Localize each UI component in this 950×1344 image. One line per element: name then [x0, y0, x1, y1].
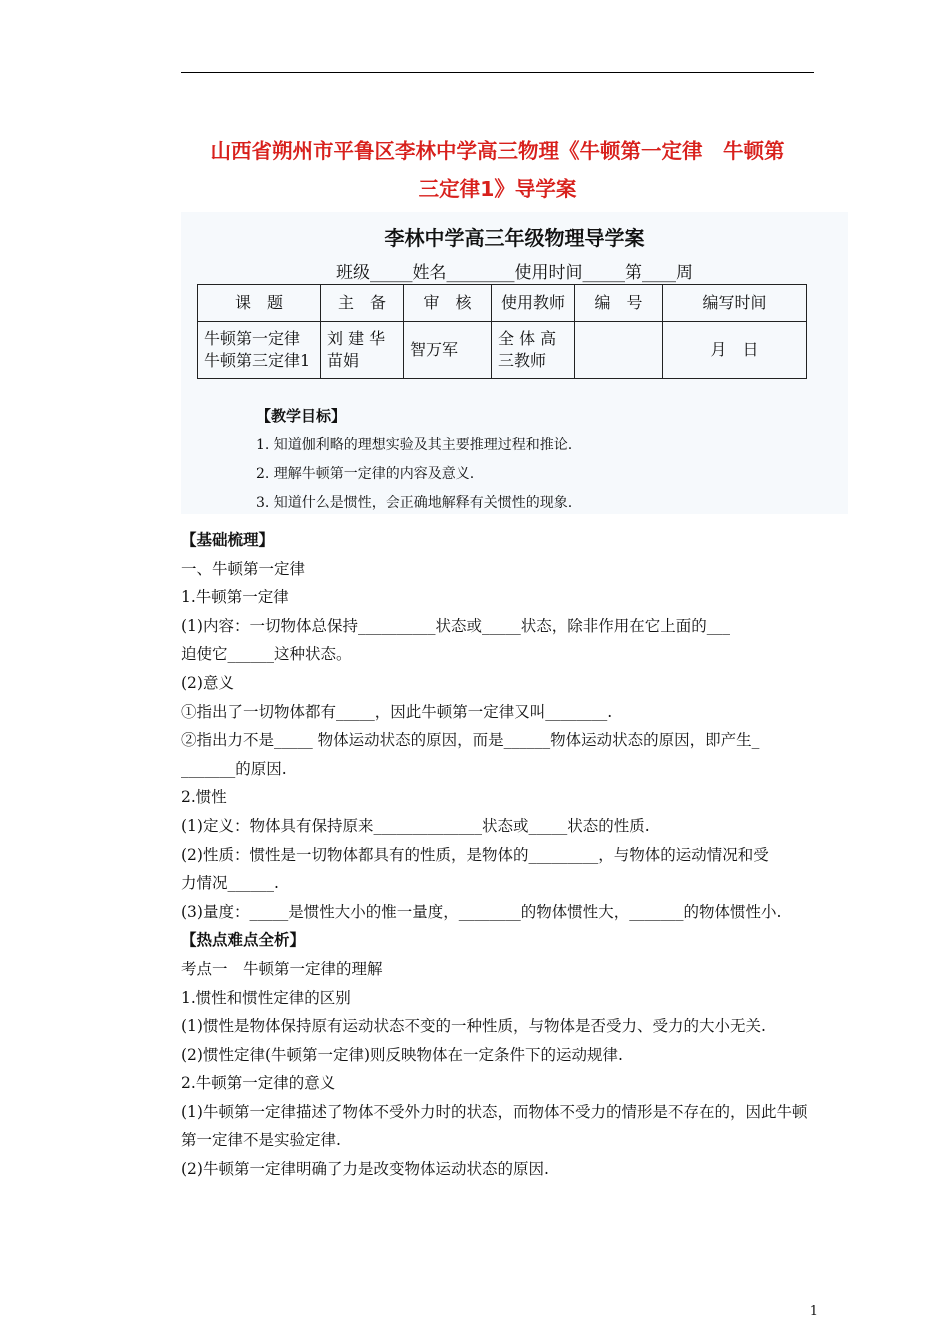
body-line: 力情况______.	[181, 874, 279, 893]
header-rule	[181, 72, 814, 73]
page-number: 1	[809, 1304, 818, 1319]
table-row	[198, 322, 807, 379]
document-body	[181, 526, 814, 1184]
table-header-cell: 主 备	[321, 285, 404, 322]
table-header-cell: 编 号	[575, 285, 663, 322]
body-line: (1)定义：物体具有保持原来______________状态或_____状态的性质.	[181, 816, 650, 835]
body-line: ①指出了一切物体都有_____，因此牛顿第一定律又叫________.	[181, 702, 613, 721]
panel-title: 李林中学高三年级物理导学案	[384, 226, 645, 250]
table-cell	[575, 322, 663, 379]
goal-item: 2. 理解牛顿第一定律的内容及意义.	[256, 466, 475, 482]
body-line: (1)内容：一切物体总保持__________状态或_____状态，除非作用在它上面的___	[181, 616, 730, 635]
table-cell: 牛顿第一定律 牛顿第三定律1	[198, 322, 321, 379]
body-line: 2.牛顿第一定律的意义	[181, 1074, 336, 1093]
body-line: 2.惯性	[181, 788, 227, 807]
table-cell: 月 日	[663, 322, 807, 379]
body-line: (1)惯性是物体保持原有运动状态不变的一种性质，与物体是否受力、受力的大小无关.	[181, 1017, 766, 1036]
body-line: 考点一 牛顿第一定律的理解	[181, 959, 383, 978]
goal-item: 1. 知道伽利略的理想实验及其主要推理过程和推论.	[256, 437, 573, 453]
section-heading: 【基础梳理】	[181, 530, 275, 549]
body-line: ②指出力不是_____ 物体运动状态的原因，而是______物体运动状态的原因，即产生_	[181, 731, 760, 750]
section-heading: 【热点难点全析】	[181, 930, 306, 950]
guide-info-panel	[181, 212, 848, 514]
class-info-line: 班级_____姓名________使用时间_____第____周	[336, 263, 693, 283]
table-cell: 智万军	[404, 322, 492, 379]
table-cell: 全 体 高 三教师	[492, 322, 575, 379]
table-header-row	[198, 285, 807, 322]
lesson-info-table	[197, 284, 807, 379]
body-line: (2)牛顿第一定律明确了力是改变物体运动状态的原因.	[181, 1160, 549, 1179]
body-line: 一、牛顿第一定律	[181, 559, 306, 578]
body-line: _______的原因.	[181, 759, 287, 778]
document-title-line-2: 三定律1》导学案	[418, 177, 577, 201]
body-line: (3)量度：_____是惯性大小的惟一量度，________的物体惯性大，_______的物体惯性小.	[181, 902, 782, 921]
table-header-cell: 审 核	[404, 285, 492, 322]
body-line: 迫使它______这种状态。	[181, 645, 352, 664]
goals-heading: 【教学目标】	[256, 407, 347, 425]
body-line: 1.牛顿第一定律	[181, 588, 289, 607]
goal-item: 3. 知道什么是惯性，会正确地解释有关惯性的现象.	[256, 495, 573, 511]
body-line: 1.惯性和惯性定律的区别	[181, 988, 351, 1007]
table-header-cell: 编写时间	[663, 285, 807, 322]
document-title-line-1: 山西省朔州市平鲁区李林中学高三物理《牛顿第一定律 牛顿第	[210, 139, 785, 163]
table-cell: 刘 建 华 苗娟	[321, 322, 404, 379]
teaching-goals	[256, 402, 572, 518]
body-line: (2)性质：惯性是一切物体都具有的性质，是物体的_________，与物体的运动情况和受	[181, 845, 769, 864]
table-header-cell: 课 题	[198, 285, 321, 322]
body-line: (2)惯性定律(牛顿第一定律)则反映物体在一定条件下的运动规律.	[181, 1045, 623, 1064]
table-header-cell: 使用教师	[492, 285, 575, 322]
body-paragraph: (1)牛顿第一定律描述了物体不受外力时的状态，而物体不受力的情形是不存在的，因此牛顿第一定律不是实验定律.	[181, 1102, 808, 1150]
body-line: (2)意义	[181, 673, 234, 692]
